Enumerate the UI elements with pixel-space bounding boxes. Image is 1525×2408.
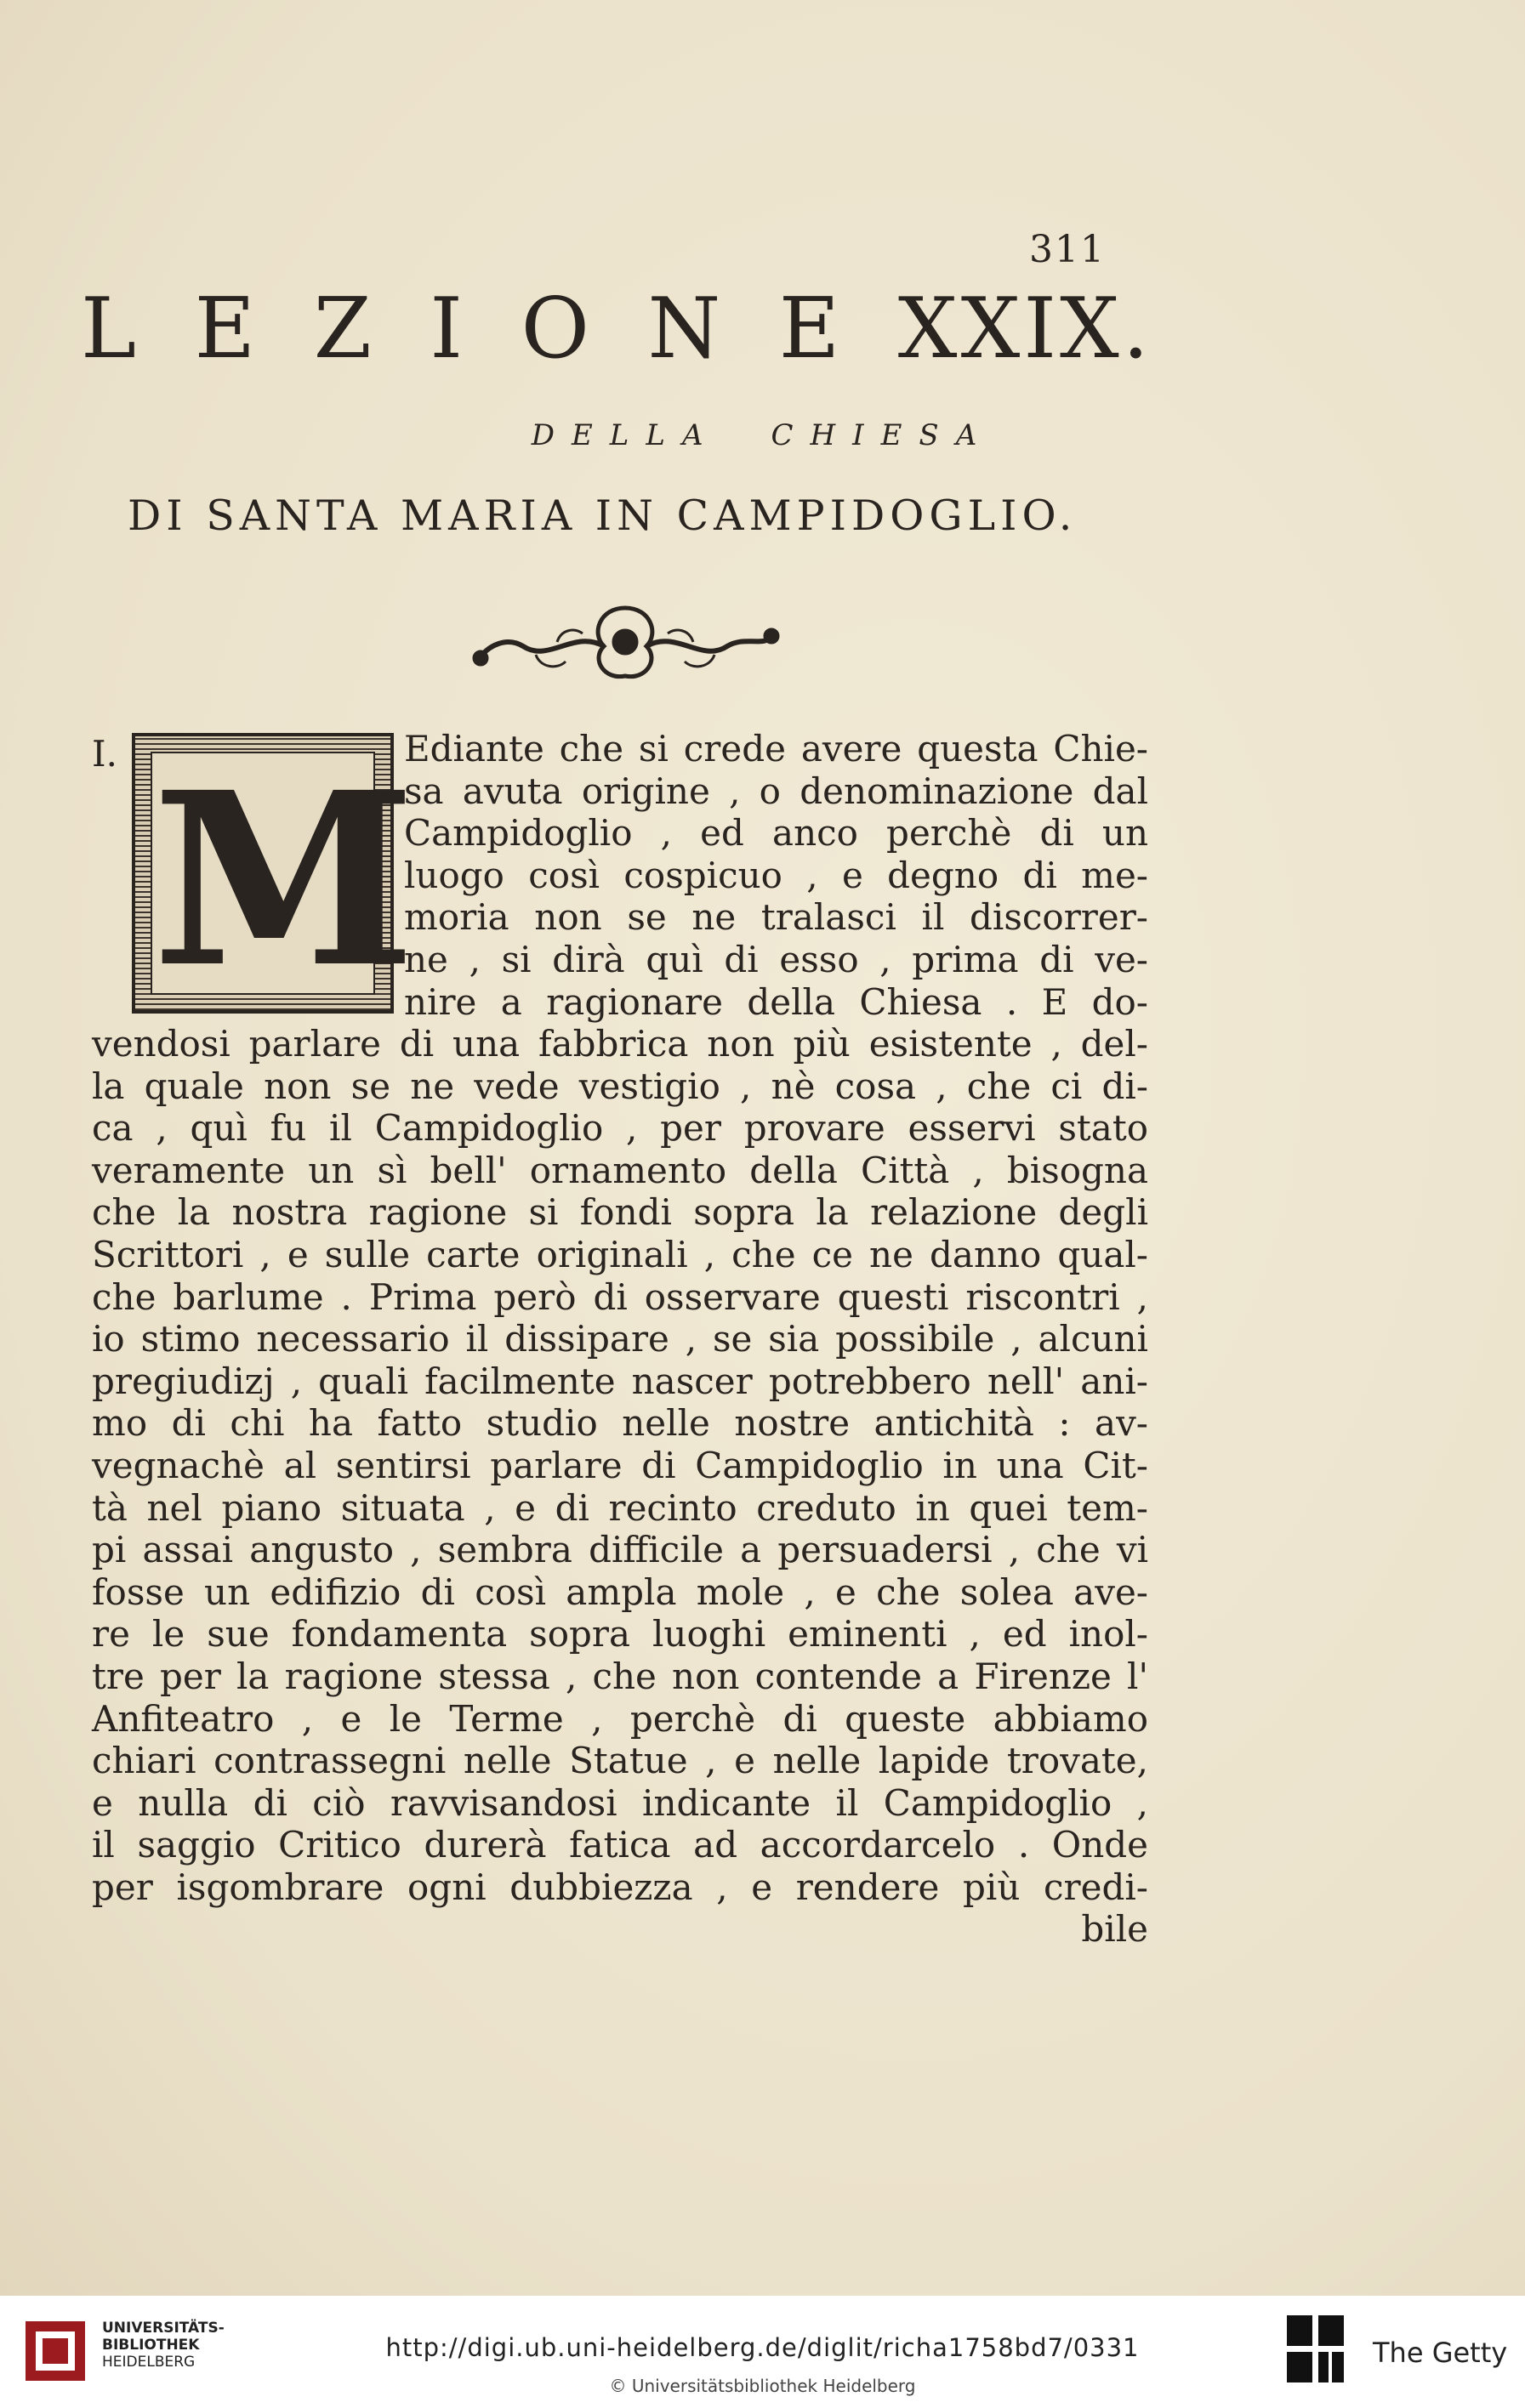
text-line: la quale non se ne vede vestigio , nè cosa , che ci di-	[92, 1065, 1148, 1107]
text-line: ne , si dirà quì di esso , prima di ve-	[404, 938, 1148, 980]
text-line: ca , quì fu il Campidoglio , per provare esservi stato	[92, 1107, 1148, 1150]
title-letter: L	[81, 281, 140, 378]
text-line: veramente un sì bell' ornamento della Città , bisogna	[92, 1149, 1148, 1191]
decorated-initial	[132, 733, 416, 1020]
text-line: il saggio Critico durerà fatica ad accordarcelo . Onde	[92, 1824, 1148, 1866]
permalink-url[interactable]: http://digi.ub.uni-heidelberg.de/diglit/richa1758bd7/0331	[385, 2333, 1140, 2362]
decorative-vignette-icon	[455, 595, 795, 689]
title-letter: E	[778, 281, 844, 378]
university-line: BIBLIOTHEK	[102, 2337, 200, 2354]
title-letter: Z	[313, 281, 375, 378]
title-letter: I	[430, 281, 467, 378]
getty-name: The Getty	[1373, 2337, 1508, 2369]
text-line: per isgombrare ogni dubbiezza , e rendere più credi-	[92, 1866, 1148, 1908]
text-line: re le sue fondamenta sopra luoghi eminenti , ed inol-	[92, 1613, 1148, 1656]
text-line: sa avuta origine , o denominazione dal	[404, 770, 1148, 812]
text-line: luogo così cospicuo , e degno di me-	[404, 854, 1148, 896]
text-line: pregiudizj , quali facilmente nascer potrebbero nell' ani-	[92, 1360, 1148, 1402]
chapter-title	[81, 281, 1152, 378]
text-line: vendosi parlare di una fabbrica non più esistente , del-	[92, 1023, 1148, 1065]
page-number: 311	[1029, 228, 1106, 271]
text-line: Campidoglio , ed anco perchè di un	[404, 812, 1148, 855]
text-line: chiari contrassegni nelle Statue , e nelle lapide trovate,	[92, 1740, 1148, 1782]
text-line: Ediante che si crede avere questa Chie-	[404, 728, 1148, 770]
text-line: pi assai angusto , sembra difficile a persuadersi , che vi	[92, 1529, 1148, 1571]
text-line: che barlume . Prima però di osservare questi riscontri ,	[92, 1275, 1148, 1318]
university-line: HEIDELBERG	[102, 2354, 196, 2371]
getty-logo-icon[interactable]	[1283, 2311, 1351, 2388]
title-letter: O	[521, 281, 593, 378]
text-line: fosse un edifizio di così ampla mole , e che solea ave-	[92, 1570, 1148, 1613]
text-line: Anfiteatro , e le Terme , perchè di queste abbiamo	[92, 1697, 1148, 1740]
subtitle-word: DELLA	[531, 418, 720, 452]
copyright-notice: © Universitätsbibliothek Heidelberg	[609, 2376, 916, 2396]
title-letter: N	[647, 281, 725, 378]
catchword: bile	[1081, 1908, 1148, 1951]
paragraph-beside-initial	[404, 728, 1148, 1023]
text-line: vegnachè al sentirsi parlare di Campidoglio in una Cit-	[92, 1444, 1148, 1486]
text-line: tre per la ragione stessa , che non contende a Firenze l'	[92, 1655, 1148, 1697]
section-number: I.	[92, 733, 117, 775]
text-line: mo di chi ha fatto studio nelle nostre antichità : av-	[92, 1402, 1148, 1445]
subtitle-word: CHIESA	[771, 418, 994, 452]
text-line: tà nel piano situata , e di recinto creduto in quei tem-	[92, 1486, 1148, 1529]
initial-letter: M	[152, 741, 416, 1020]
text-line: e nulla di ciò ravvisandosi indicante il Campidoglio ,	[92, 1781, 1148, 1824]
text-line: nire a ragionare della Chiesa . E do-	[404, 980, 1148, 1023]
paragraph-body	[92, 1023, 1148, 1951]
section-heading: DI SANTA MARIA IN CAMPIDOGLIO.	[128, 491, 1078, 540]
title-roman-numeral: XXIX.	[897, 281, 1152, 378]
title-letter: E	[194, 281, 259, 378]
text-line: Scrittori , e sulle carte originali , che ce ne danno qual-	[92, 1233, 1148, 1275]
footer-bar	[0, 2296, 1525, 2408]
text-line: moria non se ne tralasci il discorrer-	[404, 896, 1148, 939]
university-line: UNIVERSITÄTS-	[102, 2320, 225, 2337]
text-line: io stimo necessario il dissipare , se sia possibile , alcuni	[92, 1318, 1148, 1360]
subtitle	[0, 418, 1525, 452]
text-line: che la nostra ragione si fondi sopra la relazione degli	[92, 1191, 1148, 1234]
